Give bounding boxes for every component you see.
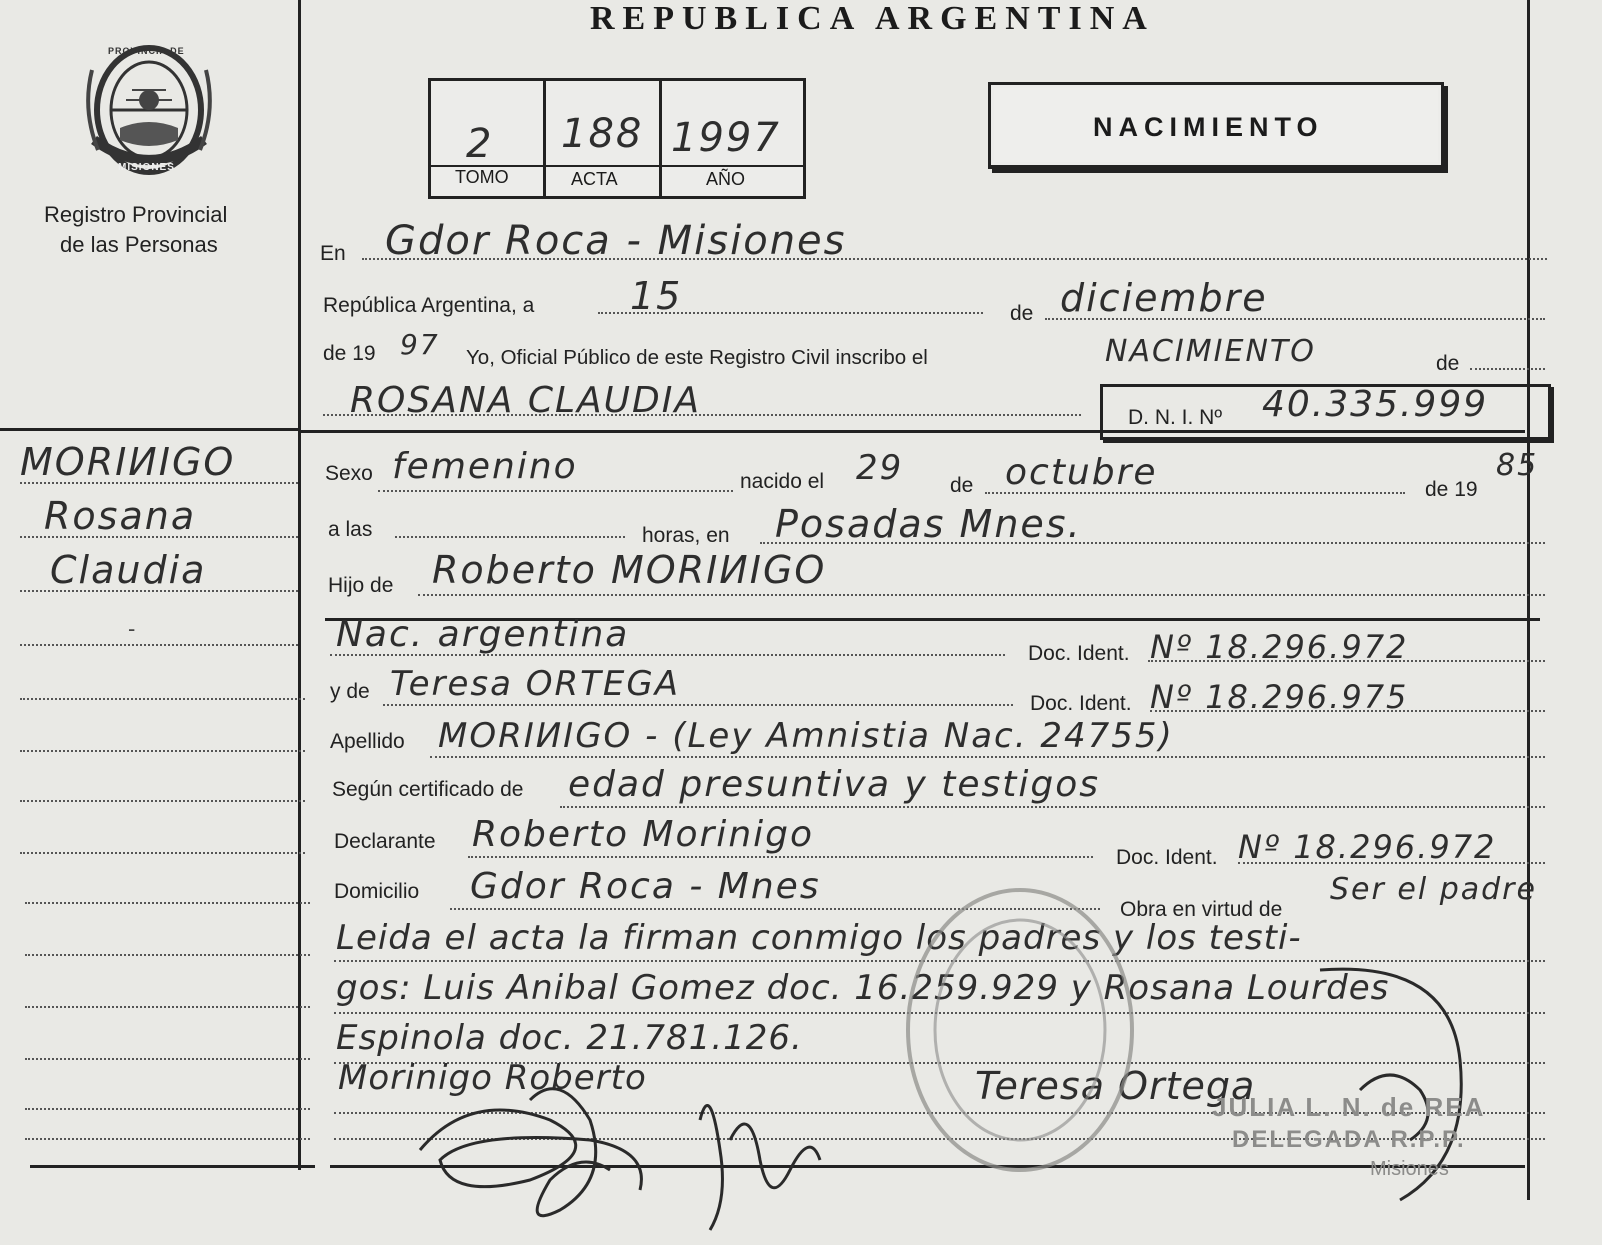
place-value: Gdor Roca - Misiones [385, 218, 847, 264]
bottom-rule-left [30, 1165, 315, 1168]
label-de-month: de [1010, 302, 1034, 325]
domicile-value: Gdor Roca - Mnes [470, 866, 821, 907]
anio-label: AÑO [706, 169, 746, 189]
tomo-label: TOMO [455, 167, 509, 187]
label-de-19-birth: de 19 [1425, 478, 1478, 501]
father-line [418, 594, 1545, 596]
margin-divider-line [298, 0, 301, 1170]
seal-top-text: PROVINCIA DE [108, 46, 185, 56]
margin-line-3 [20, 590, 298, 592]
margin-line-5 [20, 698, 305, 700]
certificate-value: edad presuntiva y testigos [568, 764, 1100, 805]
registry-name-line1: Registro Provincial [44, 202, 228, 227]
label-obra: Obra en virtud de [1120, 898, 1283, 921]
label-hijo: Hijo de [328, 574, 394, 597]
hours-line [395, 536, 625, 538]
label-de-name: de [1436, 352, 1460, 375]
father-doc-value: Nº 18.296.972 [1150, 628, 1409, 666]
remark-1-value: Leida el acta la firman conmigo los padres y los testi- [336, 918, 1302, 958]
declarant-value: Roberto Morinigo [472, 814, 815, 855]
seal-bottom-text: MISIONES [118, 162, 175, 173]
margin-line-14 [25, 1138, 310, 1140]
document-type-title: NACIMIENTO [1093, 112, 1324, 142]
mother-doc-value: Nº 18.296.975 [1150, 678, 1409, 716]
day-value: 15 [630, 274, 683, 318]
official-stamp-circle [900, 880, 1140, 1180]
year-suffix-value: 97 [400, 328, 440, 361]
dni-value: 40.335.999 [1262, 384, 1489, 425]
margin-surname: MORIИIGO [20, 440, 236, 484]
label-domicilio: Domicilio [334, 880, 420, 903]
remark-2-value: gos: Luis Anibal Gomez doc. 16.259.929 y Rosana Lourdes [336, 968, 1390, 1008]
margin-name-2: Claudia [50, 548, 207, 592]
label-declarante: Declarante [334, 830, 436, 853]
stamp-line-2: DELEGADA R.P.P. [1232, 1126, 1466, 1153]
birth-month-value: octubre [1005, 452, 1158, 493]
margin-line-13 [25, 1108, 310, 1110]
left-margin-top-rule [0, 428, 298, 431]
remark-3-value: Espinola doc. 21.781.126. [336, 1018, 803, 1058]
margin-line-10 [25, 954, 310, 956]
name-prefix-line [1470, 368, 1545, 370]
sex-value: femenino [392, 446, 578, 487]
margin-line-6 [20, 750, 305, 752]
month-value: diciembre [1060, 276, 1268, 320]
full-name-value: ROSANA CLAUDIA [350, 380, 701, 421]
mother-value: Teresa ORTEGA [390, 664, 680, 704]
tomo-value: 2 [466, 121, 494, 167]
label-doc-ident-father: Doc. Ident. [1028, 642, 1130, 665]
father-value: Roberto MORIИIGO [432, 548, 827, 592]
label-y-de: y de [330, 680, 370, 703]
declarant-doc-value: Nº 18.296.972 [1238, 828, 1497, 866]
mother-line [383, 704, 1013, 706]
label-a-las: a las [328, 518, 373, 541]
mother-signature: Teresa Ortega [975, 1064, 1256, 1108]
label-dni: D. N. I. Nº [1128, 406, 1223, 429]
label-horas: horas, en [642, 524, 730, 547]
birth-place-value: Posadas Mnes. [775, 502, 1082, 546]
margin-name-1: Rosana [44, 494, 197, 538]
birth-day-value: 29 [856, 448, 904, 488]
father-signature: Morinigo Roberto [338, 1058, 647, 1098]
acta-label: ACTA [571, 169, 618, 189]
margin-line-7 [20, 800, 305, 802]
father-nat-value: Nac. argentina [336, 614, 630, 655]
surname-line [430, 756, 1545, 758]
label-de-19: de 19 [323, 342, 376, 365]
margin-line-1 [20, 482, 298, 484]
label-doc-ident-declarant: Doc. Ident. [1116, 846, 1218, 869]
margin-line-8 [20, 852, 305, 854]
label-de-birth-month: de [950, 474, 974, 497]
country-title: REPUBLICA ARGENTINA [590, 0, 1155, 37]
margin-line-4 [20, 644, 298, 646]
label-republica: República Argentina, a [323, 294, 535, 317]
act-kind-value: NACIMIENTO [1105, 334, 1316, 369]
label-nacido: nacido el [740, 470, 825, 493]
certificate-line [560, 806, 1545, 808]
reference-table [428, 78, 806, 199]
birth-year-suffix-value: 85 [1496, 448, 1539, 483]
label-apellido: Apellido [330, 730, 405, 753]
signature-scribbles [410, 1060, 880, 1240]
stamp-line-3: Misiones [1370, 1158, 1449, 1180]
acta-value: 188 [561, 111, 644, 157]
right-border-line [1527, 0, 1530, 1200]
margin-dash: - [128, 616, 136, 641]
reason-value: Ser el padre [1330, 872, 1537, 907]
surname-value: MORIИIGO - (Ley Amnistia Nac. 24755) [438, 716, 1174, 756]
margin-line-9 [25, 902, 310, 904]
anio-value: 1997 [671, 115, 781, 161]
sex-line [378, 490, 733, 492]
margin-line-11 [25, 1006, 310, 1008]
label-doc-ident-mother: Doc. Ident. [1030, 692, 1132, 715]
label-en: En [320, 242, 346, 265]
label-yo: Yo, Oficial Público de este Registro Civil inscribo el [466, 346, 928, 369]
provincial-seal-icon [82, 40, 216, 180]
registry-name-line2: de las Personas [60, 232, 218, 257]
margin-line-12 [25, 1058, 310, 1060]
stamp-line-1: JULIA L. N. de REA [1212, 1092, 1486, 1122]
declarant-line [468, 856, 1093, 858]
label-segun: Según certificado de [332, 778, 524, 801]
label-sexo: Sexo [325, 462, 373, 485]
margin-line-2 [20, 536, 298, 538]
